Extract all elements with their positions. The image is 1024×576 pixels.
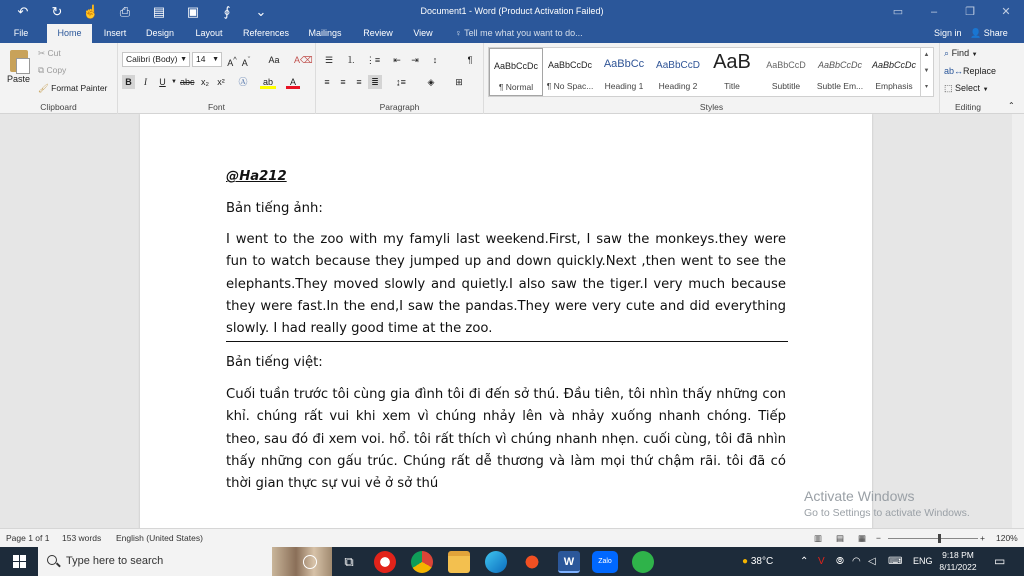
style-no-spacing[interactable]: AaBbCcDc ¶ No Spac...: [546, 60, 594, 91]
clear-formatting-icon[interactable]: A⌫: [294, 55, 313, 65]
decrease-indent-icon[interactable]: ⇤: [393, 55, 401, 65]
font-label: Font: [207, 102, 225, 112]
start-button[interactable]: [0, 547, 38, 576]
change-case-button[interactable]: Aa: [268, 55, 280, 65]
chrome-icon[interactable]: [411, 551, 433, 573]
notification-icon[interactable]: ▭: [994, 554, 1006, 568]
windows-icon: [13, 555, 26, 568]
activation-watermark-subtitle: Go to Settings to activate Windows.: [804, 507, 970, 519]
save-icon[interactable]: ▣: [186, 4, 200, 19]
customize-qat-icon[interactable]: ⌄: [255, 4, 267, 19]
text-effects-icon[interactable]: Ⓐ: [238, 77, 248, 87]
underline-dropdown-icon[interactable]: ▼: [171, 79, 177, 85]
task-view-icon[interactable]: ⧉: [344, 554, 354, 569]
copy-button[interactable]: ⧉ Copy: [38, 65, 67, 75]
paragraph-vietnamese: Cuối tuần trước tôi cùng gia đình tôi đi đến sở thú. Đầu tiên, tôi nhìn thấy những con khỉ. chúng rất vui khi xem vì chúng nhảy lên và nhảy xuống nhanh chóng. Tiếp theo, sau đó đi xem voi. hổ. tôi rất thích vì chúng nhanh nhẹn. cuối cùng, tôi đã nhìn thấy những con gấu trúc. Chúng rất dễ thương và làm mọi thứ chậm rãi. tôi đã có thời gian thực sự vui vẻ ở sở thú: [226, 387, 786, 492]
word-icon[interactable]: W: [558, 551, 580, 573]
browser-icon[interactable]: [632, 551, 654, 573]
lightbulb-icon: ♀: [455, 28, 465, 38]
shrink-font-icon[interactable]: $A^ˇ$: [241, 55, 251, 68]
paste-button[interactable]: Paste: [7, 74, 31, 84]
chevron-down-icon: ▼: [212, 56, 219, 63]
wifi-icon[interactable]: ◠: [852, 556, 861, 567]
print-preview-icon[interactable]: ⎙: [119, 4, 131, 19]
sort-icon[interactable]: ↕: [432, 55, 438, 65]
tab-references[interactable]: References: [242, 28, 290, 38]
tab-file[interactable]: File: [13, 28, 29, 38]
window-title: Document1 - Word (Product Activation Failed): [420, 6, 604, 16]
author-handle: @Ha212: [226, 169, 287, 184]
show-marks-icon[interactable]: ¶: [467, 55, 473, 65]
italic-button[interactable]: I: [144, 77, 147, 87]
ribbon: [0, 43, 1024, 114]
page-count[interactable]: Page 1 of 1: [6, 533, 50, 543]
zalo-icon[interactable]: Zalo: [592, 551, 618, 573]
replace-icon: ab↔: [944, 66, 964, 76]
input-language[interactable]: ENG: [913, 556, 933, 566]
justify-icon[interactable]: ≣: [368, 75, 382, 89]
status-bar: [0, 528, 1024, 547]
align-left-icon[interactable]: ≡: [324, 77, 330, 87]
styles-group: [484, 43, 940, 114]
font-name-select[interactable]: Calibri (Body) ▼: [122, 52, 190, 67]
style-subtitle[interactable]: AaBbCcD Subtitle: [766, 60, 806, 91]
sign-in-link[interactable]: Sign in: [934, 28, 962, 38]
clock-date: 8/11/2022: [939, 562, 977, 572]
ribbon-tabs: [0, 24, 1024, 43]
more-styles-icon: ▾: [924, 84, 928, 90]
superscript-button[interactable]: x²: [217, 77, 225, 87]
show-hidden-icons[interactable]: ⌃: [800, 556, 809, 567]
document-area: [0, 114, 1024, 528]
ribbon-display-icon[interactable]: ▭: [892, 6, 904, 18]
clipboard-group: [0, 43, 118, 114]
vpn-icon[interactable]: V: [818, 556, 825, 567]
cut-button[interactable]: ✂ Cut: [38, 48, 61, 58]
language-status[interactable]: English (United States): [116, 533, 203, 543]
search-highlight-image: [272, 547, 332, 576]
weather-widget[interactable]: [742, 547, 773, 576]
underline-button[interactable]: U: [159, 77, 166, 87]
redo-icon[interactable]: ↻: [51, 4, 63, 19]
cleanup-app-icon[interactable]: [521, 551, 543, 573]
style-heading-2[interactable]: AaBbCcD Heading 2: [656, 60, 700, 91]
sun-icon: ●: [742, 556, 749, 567]
collapse-ribbon-icon[interactable]: ⌃: [1008, 101, 1015, 110]
font-group: [118, 43, 316, 114]
bold-button[interactable]: B: [122, 75, 135, 89]
system-clock[interactable]: [936, 549, 980, 573]
volume-icon[interactable]: ◁: [868, 556, 876, 567]
read-mode-icon[interactable]: ▥: [814, 533, 823, 543]
cortana-icon[interactable]: [303, 555, 317, 569]
zoom-out-icon[interactable]: −: [876, 533, 881, 543]
strikethrough-icon[interactable]: abc: [180, 77, 195, 87]
zoom-in-icon[interactable]: +: [980, 533, 985, 543]
grow-font-icon[interactable]: A^: [227, 55, 237, 68]
word-count[interactable]: 153 words: [62, 533, 102, 543]
close-button[interactable]: ✕: [1001, 6, 1011, 18]
style-title[interactable]: AaB Title: [713, 51, 751, 91]
search-icon: [47, 555, 57, 565]
tab-layout[interactable]: Layout: [195, 28, 223, 38]
opera-icon[interactable]: [374, 551, 396, 573]
copy-icon: ⧉: [38, 65, 45, 75]
paragraph-group: [316, 43, 484, 114]
align-right-icon[interactable]: ≡: [356, 77, 362, 87]
style-subtle-emphasis[interactable]: AaBbCcDc Subtle Em...: [816, 60, 864, 91]
title-bar: [0, 0, 1024, 24]
highlight-icon[interactable]: ab: [260, 75, 276, 89]
find-button[interactable]: ⌕ Find ▼: [944, 48, 978, 58]
increase-indent-icon[interactable]: ⇥: [411, 55, 419, 65]
undo-icon[interactable]: ↶: [17, 4, 29, 19]
cursor-icon: ⬚: [944, 83, 953, 93]
taskbar-search-box[interactable]: [38, 547, 294, 576]
tab-mailings[interactable]: Mailings: [308, 28, 342, 38]
clock-time: 9:18 PM: [942, 550, 974, 560]
format-painter-button[interactable]: 🖌 Format Painter: [38, 83, 108, 93]
temperature: 38°C: [750, 556, 774, 567]
zoom-slider[interactable]: [888, 538, 978, 539]
tab-home[interactable]: Home: [47, 24, 92, 43]
minimize-button[interactable]: –: [930, 6, 938, 18]
tell-me-box[interactable]: [455, 24, 583, 43]
maximize-button[interactable]: ❐: [965, 6, 975, 18]
chevron-up-icon: ▲: [923, 52, 930, 58]
styles-label: Styles: [699, 102, 724, 112]
borders-icon[interactable]: ⊞: [455, 77, 463, 87]
file-explorer-icon[interactable]: [448, 551, 470, 573]
paste-icon[interactable]: [8, 48, 32, 76]
share-label: Share: [983, 28, 1008, 38]
chevron-down-icon: ▼: [180, 56, 187, 63]
keyboard-icon[interactable]: ⌨: [888, 556, 903, 567]
zoom-slider-thumb[interactable]: [938, 534, 941, 543]
editing-label: Editing: [955, 102, 981, 112]
clipboard-label: Clipboard: [40, 102, 77, 112]
scissors-icon: ✂: [38, 48, 46, 58]
tab-insert[interactable]: Insert: [103, 28, 127, 38]
search-icon: ⌕: [944, 48, 950, 58]
shading-icon[interactable]: ◈: [427, 77, 435, 87]
search-placeholder: Type here to search: [66, 555, 164, 567]
heading-english: Bản tiếng ảnh:: [226, 201, 323, 216]
edge-icon[interactable]: [485, 551, 507, 573]
taskbar: [0, 547, 1024, 576]
tab-review[interactable]: Review: [363, 28, 393, 38]
style-normal[interactable]: AaBbCcDc ¶ Normal: [489, 48, 543, 96]
multilevel-list-icon[interactable]: ⋮≡: [365, 55, 381, 65]
style-emphasis[interactable]: AaBbCcDc Emphasis: [871, 60, 916, 91]
horizontal-rule: [226, 341, 788, 342]
format-icon[interactable]: ∮: [223, 4, 231, 19]
open-icon[interactable]: ▤: [152, 4, 166, 19]
brush-icon: 🖌: [38, 83, 49, 93]
heading-vietnamese: Bản tiếng việt:: [226, 355, 323, 370]
font-color-icon[interactable]: A: [286, 75, 300, 89]
tab-view[interactable]: View: [413, 28, 433, 38]
activation-watermark-title: Activate Windows: [804, 488, 915, 504]
touch-mode-icon[interactable]: ☝: [82, 4, 100, 19]
bullets-icon[interactable]: ☰: [324, 55, 334, 65]
chevron-down-icon: ▼: [923, 68, 930, 74]
tab-design[interactable]: Design: [145, 28, 174, 38]
tell-me-text: Tell me what you want to do...: [464, 28, 583, 38]
paragraph-label: Paragraph: [379, 102, 420, 112]
person-icon: 👤: [970, 28, 982, 38]
window-controls: [880, 0, 1024, 24]
line-spacing-icon[interactable]: ↨≡: [396, 77, 406, 87]
subscript-button[interactable]: x₂: [201, 77, 209, 87]
paragraph-english: I went to the zoo with my famyli last weekend.First, I saw the monkeys.they were fun to watch because they jumped up and down quickly.Next ,then went to see the elephants.They moved slowly and quietly.I also saw the tiger.I very much because they were fast.In the end,I saw the pandas.They were very cute and did everything slowly. I had really good time at the zoo.: [226, 232, 786, 337]
style-heading-1[interactable]: AaBbCc Heading 1: [603, 58, 645, 91]
share-button[interactable]: [970, 24, 1008, 43]
select-button[interactable]: ⬚ Select ▼: [944, 83, 989, 93]
replace-button[interactable]: ab↔Replace: [944, 66, 997, 76]
document-page[interactable]: [140, 114, 872, 528]
network-icon[interactable]: ⦾: [836, 556, 844, 567]
align-center-icon[interactable]: ≡: [340, 77, 346, 87]
print-layout-icon[interactable]: ▤: [836, 533, 845, 543]
web-layout-icon[interactable]: ▦: [858, 533, 867, 543]
numbering-icon[interactable]: ⒈: [346, 55, 356, 65]
font-size-select[interactable]: 14 ▼: [192, 52, 222, 67]
vertical-scrollbar[interactable]: [1012, 114, 1024, 528]
zoom-level[interactable]: 120%: [996, 533, 1018, 543]
